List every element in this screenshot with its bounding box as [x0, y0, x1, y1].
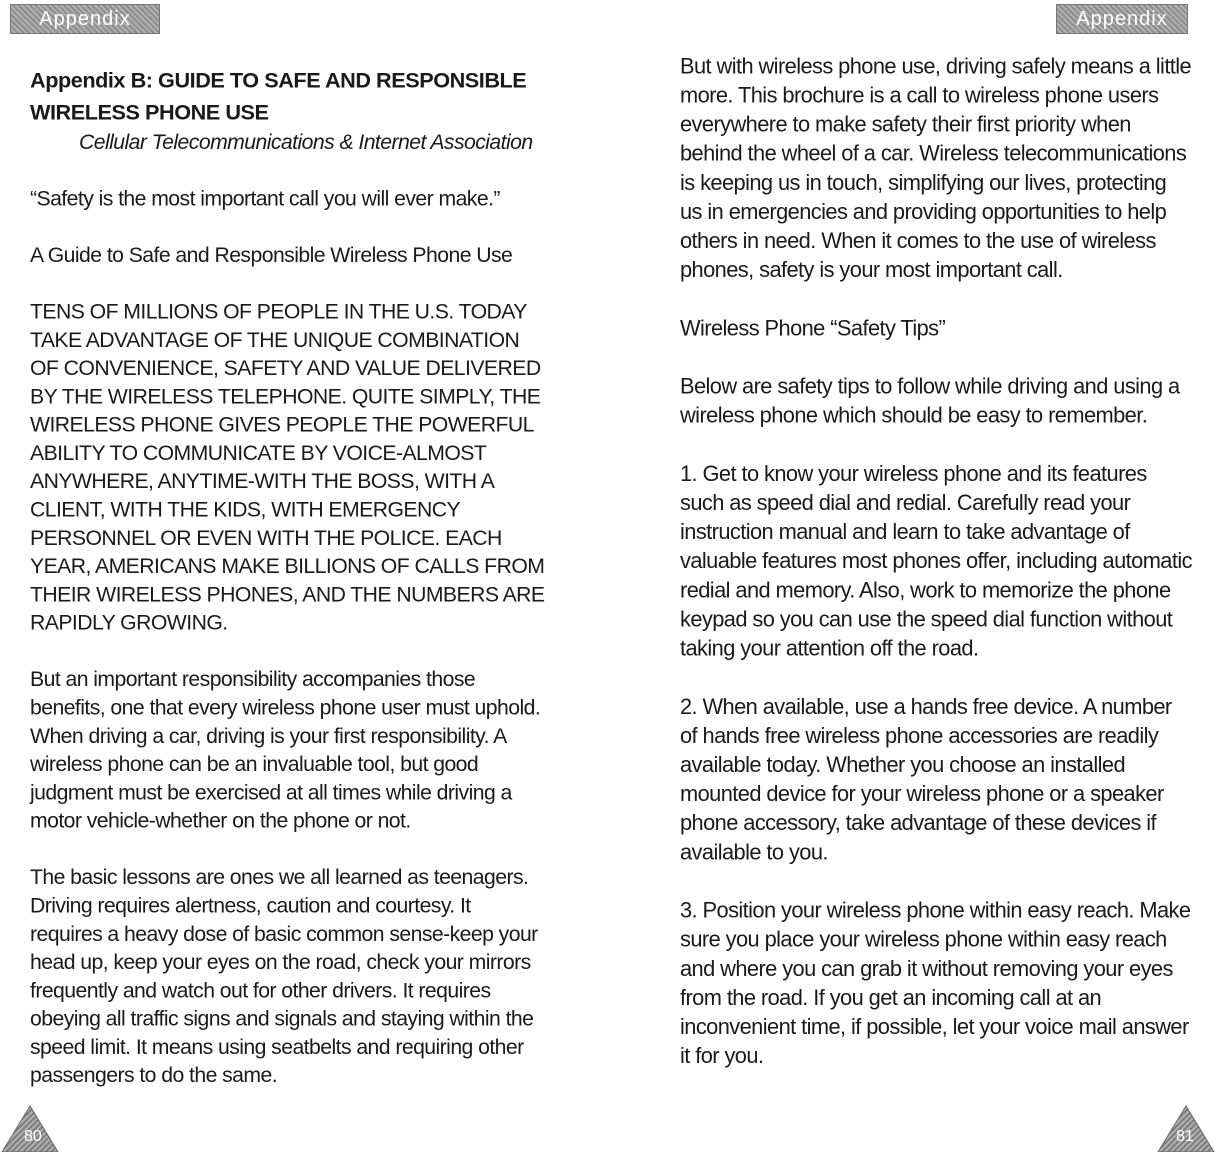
- title-line-1: Appendix B: GUIDE TO SAFE AND RESPONSIBLE: [30, 67, 527, 93]
- safety-tips-heading: Wireless Phone “Safety Tips”: [680, 315, 946, 341]
- right-page: [608, 0, 1216, 1152]
- tip-1: 1. Get to know your wireless phone and its features such as speed dial and redial. Carefully read your instruction manual and learn to take advantage of valuable features most phones offer, including automatic redial and memory. Also, work to memorize the phone keypad so you can use the speed dial function without taking your attention off the road.: [680, 461, 1192, 661]
- title-line-2: WIRELESS PHONE USE: [30, 99, 269, 125]
- responsibility-paragraph: But an important responsibility accompanies those benefits, one that every wireless phone user must uphold. When driving a car, driving is your first responsibility. A wireless phone can be an invaluable tool, but good judgment must be exercised at all times while driving a motor vehicle-whether on the phone or not.: [30, 667, 541, 833]
- appendix-title: [30, 64, 547, 128]
- appendix-tab-right: Appendix: [1056, 4, 1188, 34]
- right-column: [680, 52, 1192, 1100]
- basic-lessons-paragraph: The basic lessons are ones we all learned as teenagers. Driving requires alertness, caution and courtesy. It requires a heavy dose of basic common sense-keep your head up, keep your eyes on the road, check your mirrors frequently and watch out for other drivers. It requires obeying all traffic signs and signals and staying within the speed limit. It means using seatbelts and requiring other passengers to do the same.: [30, 865, 538, 1087]
- intro-paragraph-caps: TENS OF MILLIONS OF PEOPLE IN THE U.S. TODAY TAKE ADVANTAGE OF THE UNIQUE COMBINATION OF CONVENIENCE, SAFETY AND VALUE DELIVERED BY THE WIRELESS TELEPHONE. QUITE SIMPLY, THE WIRELESS PHONE GIVES PEOPLE THE POWERFUL ABILITY TO COMMUNICATE BY VOICE-ALMOST ANYWHERE, ANYTIME-WITH THE BOSS, WITH A CLIENT, WITH THE KIDS, WITH EMERGENCY PERSONNEL OR EVEN WITH THE POLICE. EACH YEAR, AMERICANS MAKE BILLIONS OF CALLS FROM THEIR WIRELESS PHONES, AND THE NUMBERS ARE RAPIDLY GROWING.: [30, 299, 545, 635]
- left-page: [0, 0, 600, 1152]
- page-number-right: 81: [1176, 1128, 1194, 1145]
- subtitle-organization: Cellular Telecommunications & Internet Association: [79, 129, 533, 154]
- page-number-marker-right: [1156, 1100, 1216, 1152]
- page-number-marker-left: [0, 1100, 60, 1152]
- appendix-tab-left: Appendix: [10, 4, 160, 34]
- page-number-left: 80: [24, 1128, 42, 1145]
- left-column: [30, 64, 547, 1118]
- driving-safely-paragraph: But with wireless phone use, driving safely means a little more. This brochure is a call to wireless phone users everywhere to make safety their first priority when behind the wheel of a car. Wireless telecommunications is keeping us in touch, simplifying our lives, protecting us in emergencies and providing opportunities to help others in need. When it comes to the use of wireless phones, safety is your most important call.: [680, 53, 1192, 282]
- safety-quote: “Safety is the most important call you will ever make.”: [30, 186, 500, 211]
- guide-heading: A Guide to Safe and Responsible Wireless Phone Use: [30, 243, 513, 267]
- tip-2: 2. When available, use a hands free device. A number of hands free wireless phone accessories are readily available today. Whether you choose an installed mounted device for your wireless phone or a speaker phone accessory, take advantage of these devices if available to you.: [680, 694, 1172, 865]
- tip-3: 3. Position your wireless phone within easy reach. Make sure you place your wireless phone within easy reach and where you can grab it without removing your eyes from the road. If you get an incoming call at an inconvenient time, if possible, let your voice mail answer it for you.: [680, 898, 1191, 1068]
- safety-tips-intro: Below are safety tips to follow while driving and using a wireless phone which should be easy to remember.: [680, 374, 1180, 428]
